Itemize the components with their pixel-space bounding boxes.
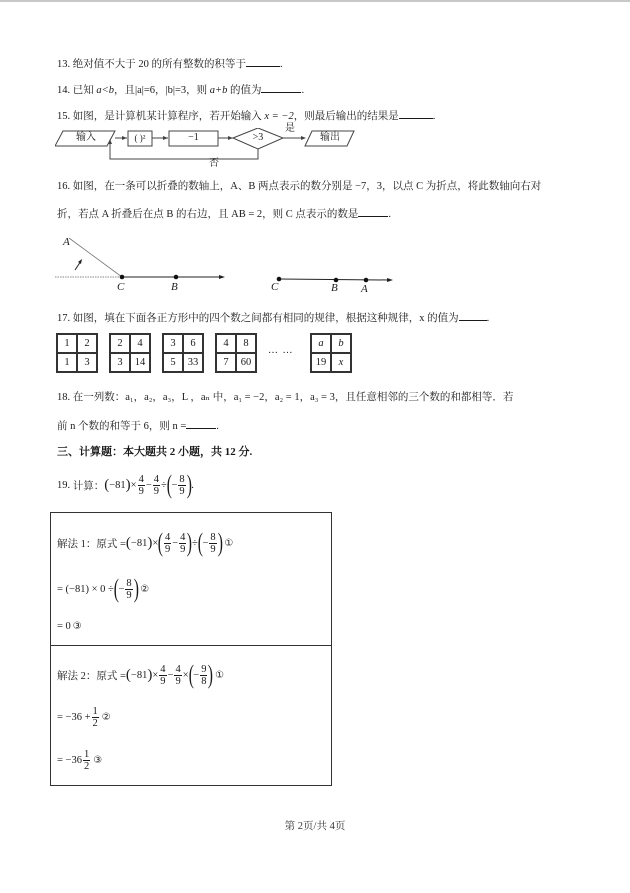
sol2-step2 — [57, 702, 111, 732]
page-number-footer: 第 2页/共 4页 — [284, 821, 346, 832]
paren: ) — [187, 528, 193, 557]
point-c-left: C — [117, 281, 125, 293]
flow-input-box: 输入 — [76, 132, 96, 143]
q15-blank[interactable] — [399, 108, 433, 119]
q14-post: 的值为 — [229, 85, 262, 96]
section-3-title: 三、计算题：本大题共 2 小题，共 12 分. — [57, 446, 253, 458]
math-op: ÷ — [161, 479, 167, 491]
math-op: × — [152, 537, 159, 549]
q17-grid-sequence — [56, 333, 376, 375]
grid-cell: 6 — [183, 334, 203, 353]
math-op: − — [171, 479, 178, 491]
q18-text-2: 前 n 个数的和等于 6，则 n = — [57, 421, 187, 432]
step-mark-3: ③ — [72, 620, 82, 632]
q15-input-value: x = −2 — [264, 111, 294, 122]
sol2-step2-expr: = −36 + — [57, 711, 91, 723]
sol1-step1 — [57, 528, 233, 558]
point-b-left: B — [171, 281, 178, 293]
question-16-line2 — [57, 206, 391, 222]
question-17 — [57, 310, 489, 326]
q18-blank[interactable] — [186, 418, 216, 429]
grid-ellipsis: … … — [268, 345, 294, 356]
grid-cell: 1 — [57, 334, 77, 353]
flow-minus-one-box: −1 — [188, 132, 199, 143]
math-op: ÷ — [192, 537, 198, 549]
sol2-step3 — [57, 745, 102, 775]
paren: ) — [125, 476, 131, 493]
grid-cell: 5 — [163, 353, 183, 372]
math-op: − — [145, 479, 152, 491]
step-mark-2: ② — [140, 583, 150, 595]
math-op: − — [193, 669, 200, 681]
grid-3 — [162, 333, 204, 373]
paren: ) — [147, 666, 153, 683]
paren: ) — [186, 470, 192, 499]
math-op: − — [118, 583, 125, 595]
math-term: −81 — [130, 537, 148, 549]
fraction: $\frac{4}{9}$ — [153, 473, 160, 497]
grid-cell: 33 — [183, 353, 203, 372]
point-b-right: B — [331, 282, 338, 294]
fraction: $\frac{9}{8}$ — [201, 663, 207, 687]
q19-number: 19. — [57, 479, 71, 491]
q17-text: 如图，填在下面各正方形中的四个数之间都有相同的规律，根据这种规律，x 的值为 — [72, 313, 459, 324]
question-13-row — [57, 56, 283, 72]
q16-number: 16. — [57, 181, 71, 192]
q15-pre: 如图，是计算机某计算程序，若开始输入 — [72, 111, 262, 122]
paren: ( — [125, 534, 131, 551]
math-op: × — [152, 669, 159, 681]
sol1-label: 解法 1：原式 = — [57, 538, 126, 550]
q16-number-line-figure — [55, 232, 415, 297]
grid-cell: 3 — [77, 353, 97, 372]
sol1-step2 — [57, 574, 149, 604]
q16-text-1: 如图，在一条可以折叠的数轴上，A、B 两点表示的数分别是 −7，3，以点 C 为折点，将此数轴向右对 — [72, 181, 542, 192]
q18-text-1: 在一列数：a₁，a₂，a₃，L ，aₙ 中，a₁ = −2，a₂ = 1，a₃ = 3，且任意相邻的三个数的和都相等．若 — [72, 392, 514, 403]
fraction: $\frac{8}{9}$ — [179, 473, 185, 497]
q19-label: 计算： — [72, 480, 105, 492]
q18-period: . — [216, 421, 219, 432]
sol1-step3 — [57, 616, 82, 636]
q14-number: 14. — [57, 85, 71, 96]
q17-number: 17. — [57, 313, 71, 324]
sol1-step2-expr: = (−81) × 0 ÷ — [57, 583, 114, 595]
flow-yes-label: 是 — [285, 123, 295, 134]
grid-cell: 3 — [110, 353, 130, 372]
q15-flowchart — [55, 123, 475, 173]
grid-cell: 3 — [163, 334, 183, 353]
sol2-step3-expr: = −36 — [57, 754, 82, 766]
question-18-line1 — [57, 391, 513, 405]
viewer-top-border — [0, 0, 630, 2]
grid-n — [310, 333, 352, 373]
grid-cell: 2 — [110, 334, 130, 353]
flow-no-label: 否 — [209, 158, 219, 169]
math-op: − — [167, 669, 174, 681]
paren: ( — [104, 476, 110, 493]
grid-cell: 60 — [236, 353, 256, 372]
fraction: $\frac{1}{2}$ — [83, 748, 90, 772]
flow-output-box: 输出 — [320, 132, 340, 143]
sol2-label: 解法 2：原式 = — [57, 670, 126, 682]
grid-cell: 2 — [77, 334, 97, 353]
point-a-right: A — [361, 283, 368, 295]
q15-number: 15. — [57, 111, 71, 122]
point-a-left: A — [63, 236, 70, 248]
q13-period: . — [280, 59, 283, 70]
paren: ) — [208, 660, 214, 689]
point-c-right: C — [271, 281, 279, 293]
step-mark-3: ③ — [93, 754, 103, 766]
paren: ( — [166, 470, 172, 499]
fraction: $\frac{4}{9}$ — [160, 663, 166, 687]
paren: ) — [133, 574, 139, 603]
math-op: × — [182, 669, 189, 681]
q14-blank[interactable] — [261, 82, 301, 93]
step-mark-2: ② — [101, 711, 111, 723]
fraction: $\frac{1}{2}$ — [92, 705, 98, 729]
q15-post: ，则最后输出的结果是 — [293, 111, 399, 122]
fraction: $\frac{4}{9}$ — [175, 663, 181, 687]
grid-cell: 7 — [216, 353, 236, 372]
grid-1 — [56, 333, 98, 373]
grid-cell: a — [311, 334, 331, 353]
q14-condition: a<b — [96, 85, 114, 96]
math-op: − — [202, 537, 209, 549]
q13-blank[interactable] — [246, 56, 280, 67]
question-18-line2 — [57, 418, 219, 434]
grid-cell: 4 — [216, 334, 236, 353]
paren: ) — [147, 534, 153, 551]
q14-mid: ，且|a|=6，|b|=3，则 — [113, 85, 208, 96]
fraction: $\frac{4}{9}$ — [164, 531, 171, 555]
grid-cell: 14 — [130, 353, 150, 372]
sol2-step1 — [57, 660, 224, 690]
fraction: $\frac{8}{9}$ — [126, 577, 132, 601]
grid-2 — [109, 333, 151, 373]
step-mark-1: ① — [224, 537, 234, 549]
paren: ) — [217, 528, 223, 557]
question-16-line1 — [57, 180, 541, 194]
q14-period: . — [301, 85, 305, 96]
q13-body: 绝对值不大于 20 的所有整数的积等于 — [72, 59, 246, 70]
period: . — [191, 479, 194, 491]
paren: ( — [158, 528, 164, 557]
step-mark-1: ① — [215, 669, 225, 681]
q17-period: . — [486, 313, 490, 324]
math-term: −81 — [130, 669, 148, 681]
flow-compare-diamond: >3 — [252, 132, 264, 143]
math-term: −81 — [109, 479, 126, 491]
grid-cell: 19 — [311, 353, 331, 372]
paren: ( — [113, 574, 119, 603]
sol1-step3-expr: = 0 — [57, 620, 71, 632]
q16-blank[interactable] — [358, 206, 388, 217]
fraction: $\frac{4}{9}$ — [138, 473, 144, 497]
paren: ( — [188, 660, 194, 689]
grid-cell: 8 — [236, 334, 256, 353]
fraction: $\frac{4}{9}$ — [180, 531, 186, 555]
q16-period: . — [388, 209, 392, 220]
grid-4 — [215, 333, 257, 373]
q17-blank[interactable] — [459, 310, 487, 321]
grid-cell: x — [331, 353, 351, 372]
q13-number-label: 13. — [57, 59, 71, 70]
fraction: $\frac{8}{9}$ — [210, 531, 216, 555]
q18-number: 18. — [57, 392, 71, 403]
q16-text-2: 折，若点 A 折叠后在点 B 的右边，且 AB = 2，则 C 点表示的数是 — [57, 209, 359, 220]
math-op: − — [172, 537, 179, 549]
paren: ( — [125, 666, 131, 683]
q15-period: . — [432, 111, 436, 122]
flow-square-box: ( )² — [134, 133, 146, 143]
question-19 — [57, 470, 194, 500]
question-15 — [57, 108, 435, 124]
q14-pre: 已知 — [72, 85, 94, 96]
grid-cell: b — [331, 334, 351, 353]
question-14 — [57, 82, 304, 98]
grid-cell: 4 — [130, 334, 150, 353]
q14-expr: a+b — [209, 85, 228, 96]
paren: ( — [197, 528, 203, 557]
grid-cell: 1 — [57, 353, 77, 372]
math-op: × — [130, 479, 137, 491]
